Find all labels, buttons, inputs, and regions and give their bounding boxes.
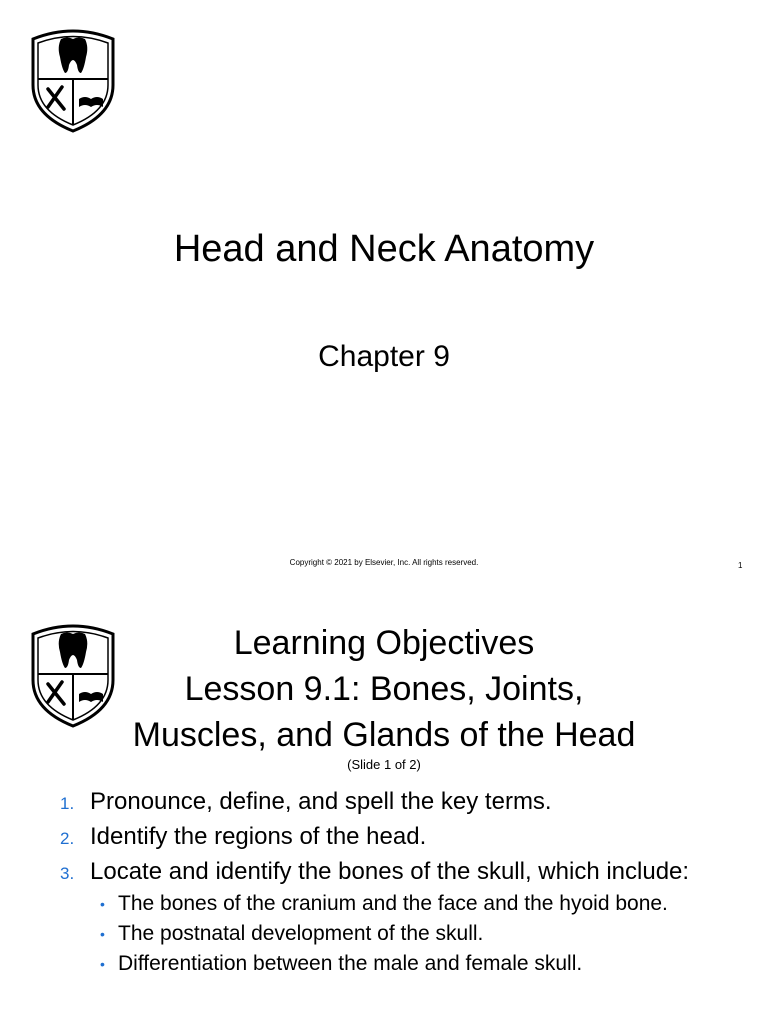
objective-item	[60, 819, 750, 854]
slide-count: (Slide 1 of 2)	[347, 757, 421, 772]
copyright-text: Copyright © 2021 by Elsevier, Inc. All rights reserved.	[289, 558, 479, 567]
slide-title	[70, 620, 698, 758]
title-line: Muscles, and Glands of the Head	[132, 716, 636, 754]
objective-number: 1.	[60, 794, 75, 813]
sub-bullet-item	[60, 889, 750, 919]
objective-item	[60, 784, 750, 819]
sub-bullet-text: Differentiation between the male and female skull.	[118, 952, 583, 975]
title-line: Lesson 9.1: Bones, Joints,	[184, 670, 584, 708]
objective-number: 2.	[60, 829, 75, 848]
sub-bullet-text: The postnatal development of the skull.	[118, 922, 484, 945]
objective-number: 3.	[60, 864, 75, 883]
bullet-dot-icon: •	[100, 926, 105, 942]
slide-subtitle: Chapter 9	[318, 340, 450, 373]
shield-tooth-logo-icon	[28, 27, 118, 133]
slide-2	[0, 590, 768, 1024]
objective-text: Pronounce, define, and spell the key terms.	[90, 788, 552, 815]
objective-item	[60, 854, 750, 889]
objectives-list	[60, 784, 750, 979]
bullet-dot-icon: •	[100, 956, 105, 972]
bullet-dot-icon: •	[100, 896, 105, 912]
objective-text: Locate and identify the bones of the skull, which include:	[90, 858, 690, 885]
objective-text: Identify the regions of the head.	[90, 823, 427, 850]
sub-bullet-text: The bones of the cranium and the face and the hyoid bone.	[118, 892, 668, 915]
page-number: 1	[738, 561, 743, 570]
sub-bullet-item	[60, 949, 750, 979]
title-line: Learning Objectives	[233, 624, 535, 662]
slide-title: Head and Neck Anatomy	[173, 228, 595, 270]
sub-bullet-item	[60, 919, 750, 949]
